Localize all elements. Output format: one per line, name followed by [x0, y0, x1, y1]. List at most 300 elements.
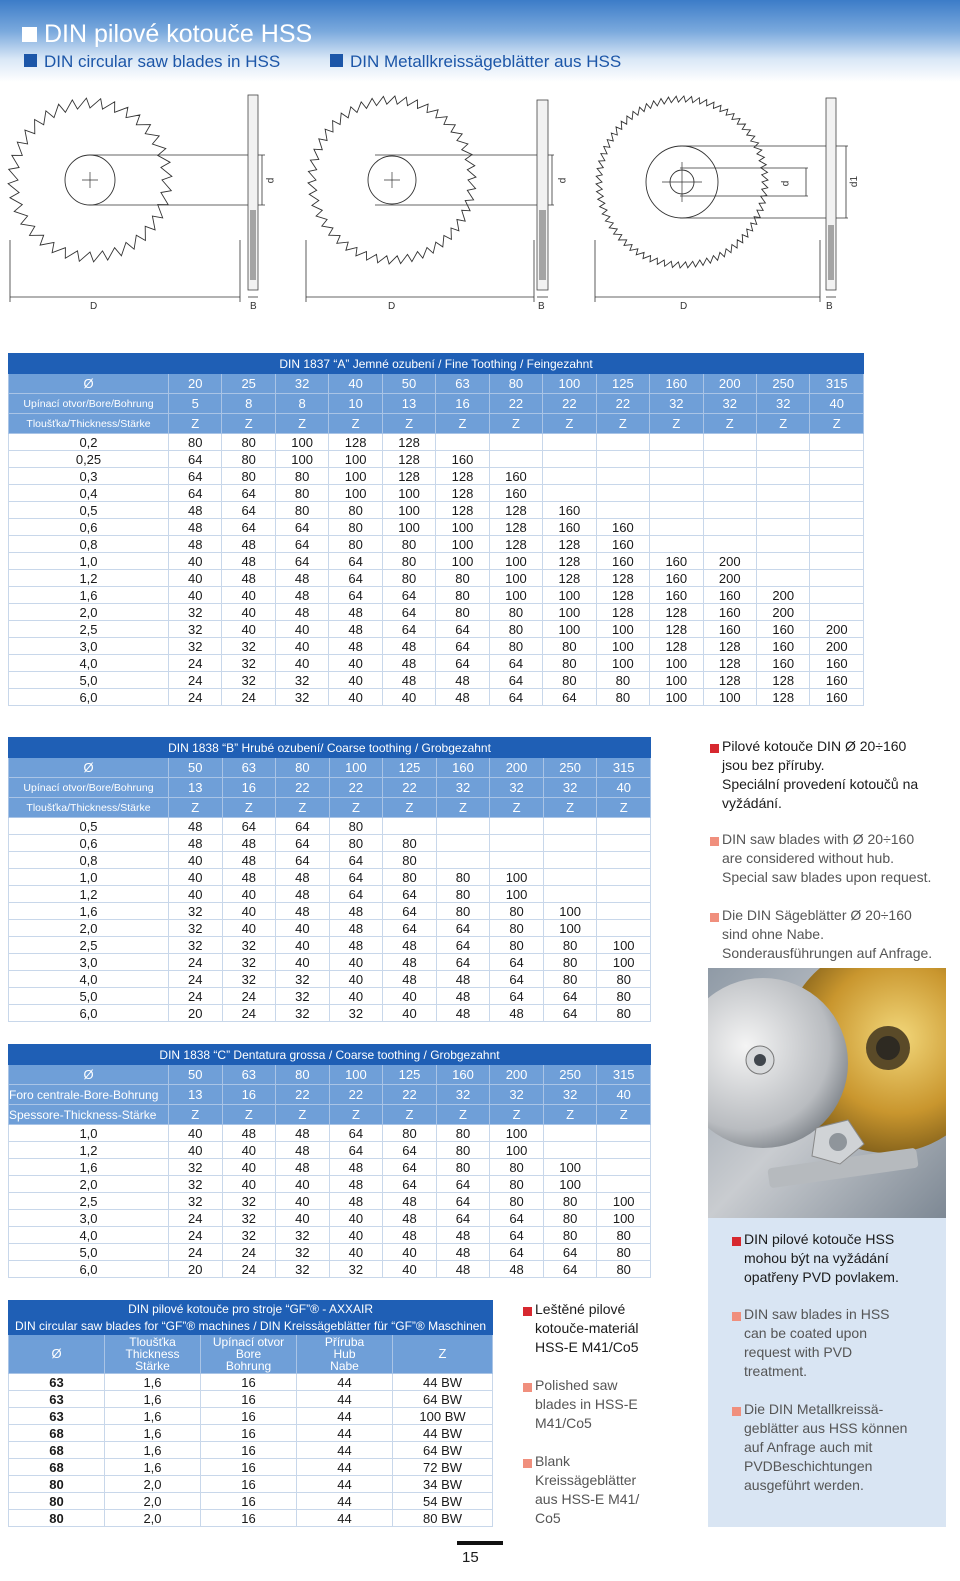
- thickness-cell: 2,0: [9, 920, 169, 937]
- teeth-cell: [597, 1176, 651, 1193]
- header-cell: 13: [169, 1085, 223, 1105]
- teeth-cell: 40: [222, 604, 275, 621]
- teeth-cell: [756, 502, 809, 519]
- teeth-cell: 160: [756, 638, 809, 655]
- teeth-cell: 48: [169, 818, 223, 835]
- teeth-cell: [597, 818, 651, 835]
- table-caption: DIN pilové kotouče pro stroje “GF”® - AXXAIR: [9, 1301, 493, 1317]
- teeth-cell: 80: [329, 519, 382, 536]
- thickness-cell: 6,0: [9, 1005, 169, 1022]
- teeth-cell: [810, 553, 864, 570]
- header-cell: 16: [222, 1085, 276, 1105]
- teeth-cell: 64: [329, 1125, 383, 1142]
- teeth-cell: [543, 485, 596, 502]
- column-header-z: Z: [393, 1335, 493, 1374]
- header-cell: 32: [650, 394, 703, 414]
- thickness-cell: 5,0: [9, 988, 169, 1005]
- teeth-cell: 64: [436, 1176, 490, 1193]
- teeth-cell: 100: [329, 451, 382, 468]
- thickness-cell: 0,8: [9, 536, 169, 553]
- teeth-cell: 24: [222, 988, 276, 1005]
- teeth-cell: 48: [383, 971, 437, 988]
- teeth-cell: 32: [222, 655, 275, 672]
- square-bullet-icon: [22, 27, 37, 42]
- teeth-cell: 64: [436, 638, 489, 655]
- header-cell: 40: [597, 778, 651, 798]
- teeth-cell: 40: [169, 852, 223, 869]
- teeth-cell: [703, 536, 756, 553]
- thickness-cell: 0,25: [9, 451, 169, 468]
- table-cell: 1,6: [105, 1374, 201, 1391]
- teeth-cell: 100: [490, 869, 544, 886]
- table-row: [9, 1159, 651, 1176]
- teeth-cell: [756, 434, 809, 451]
- teeth-cell: 40: [275, 655, 328, 672]
- header-cell: 22: [276, 1085, 330, 1105]
- teeth-cell: 48: [383, 1227, 437, 1244]
- teeth-cell: 20: [169, 1005, 223, 1022]
- header-cell: 50: [169, 758, 223, 778]
- teeth-cell: [543, 818, 597, 835]
- teeth-cell: 100: [597, 954, 651, 971]
- subtitle-en: DIN circular saw blades in HSS: [24, 52, 280, 72]
- teeth-cell: 48: [383, 1210, 437, 1227]
- square-bullet-icon: [24, 54, 37, 67]
- teeth-cell: 64: [222, 818, 276, 835]
- teeth-cell: 80: [329, 502, 382, 519]
- teeth-cell: [650, 485, 703, 502]
- header-cell: 13: [382, 394, 435, 414]
- teeth-cell: 32: [222, 638, 275, 655]
- teeth-cell: 48: [276, 1159, 330, 1176]
- table-cell: 44: [297, 1442, 393, 1459]
- header-cell: Z: [650, 414, 703, 434]
- teeth-cell: 80: [597, 1244, 651, 1261]
- teeth-cell: 160: [489, 468, 542, 485]
- teeth-cell: [810, 468, 864, 485]
- table-row: [9, 1227, 651, 1244]
- teeth-cell: 80: [596, 689, 649, 706]
- teeth-cell: [810, 519, 864, 536]
- table-cell: 44: [297, 1408, 393, 1425]
- teeth-cell: 128: [436, 485, 489, 502]
- teeth-cell: 24: [222, 689, 275, 706]
- table-row: [9, 886, 651, 903]
- thickness-cell: 4,0: [9, 655, 169, 672]
- note-hub-cz: Pilové kotouče DIN Ø 20÷160 jsou bez příruby. Speciální provedení kotoučů na vyžádání.: [722, 738, 919, 811]
- table-cell: 16: [201, 1493, 297, 1510]
- table-cell: 16: [201, 1391, 297, 1408]
- teeth-cell: 32: [222, 672, 275, 689]
- header-cell: Z: [596, 414, 649, 434]
- table-cell: 54 BW: [393, 1493, 493, 1510]
- teeth-cell: 64: [436, 621, 489, 638]
- table-row: [9, 1142, 651, 1159]
- header-cell: Z: [436, 798, 490, 818]
- teeth-cell: 40: [383, 1244, 437, 1261]
- subtitle-de: DIN Metallkreissägeblätter aus HSS: [330, 52, 621, 72]
- teeth-cell: 80: [329, 536, 382, 553]
- teeth-cell: 80: [543, 655, 596, 672]
- teeth-cell: 32: [275, 672, 328, 689]
- header-cell: 32: [490, 778, 544, 798]
- teeth-cell: 48: [222, 536, 275, 553]
- thickness-cell: 2,5: [9, 937, 169, 954]
- teeth-cell: 48: [275, 587, 328, 604]
- teeth-cell: [596, 468, 649, 485]
- teeth-cell: 64: [329, 886, 383, 903]
- table-row: [9, 502, 864, 519]
- teeth-cell: 48: [222, 570, 275, 587]
- teeth-cell: 32: [276, 971, 330, 988]
- teeth-cell: [597, 852, 651, 869]
- table-cell: 63: [9, 1408, 105, 1425]
- table-row: [9, 570, 864, 587]
- header-cell: 63: [436, 374, 489, 394]
- row-label: Upínací otvor/Bore/Bohrung: [9, 778, 169, 798]
- teeth-cell: 24: [169, 954, 223, 971]
- teeth-cell: 40: [329, 971, 383, 988]
- teeth-cell: 64: [490, 971, 544, 988]
- table-row: [9, 1476, 493, 1493]
- teeth-cell: 64: [489, 655, 542, 672]
- header-cell: 22: [383, 1085, 437, 1105]
- row-label: Ø: [9, 374, 169, 394]
- header-cell: 250: [756, 374, 809, 394]
- teeth-cell: 64: [382, 621, 435, 638]
- teeth-cell: 100: [543, 604, 596, 621]
- teeth-cell: 100: [597, 1210, 651, 1227]
- table-din-1837-a: [8, 353, 864, 706]
- table-cell: 44: [297, 1391, 393, 1408]
- table-cell: 34 BW: [393, 1476, 493, 1493]
- header-cell: 160: [436, 758, 490, 778]
- teeth-cell: 100: [436, 553, 489, 570]
- teeth-cell: 40: [222, 920, 276, 937]
- teeth-cell: [597, 920, 651, 937]
- teeth-cell: 40: [169, 1142, 223, 1159]
- table-cell: 68: [9, 1442, 105, 1459]
- table-cell: 63: [9, 1391, 105, 1408]
- header-cell: Z: [543, 1105, 597, 1125]
- table-cell: 16: [201, 1476, 297, 1493]
- teeth-cell: 20: [169, 1261, 223, 1278]
- teeth-cell: 32: [169, 920, 223, 937]
- teeth-cell: 48: [436, 1244, 490, 1261]
- table-cell: 44 BW: [393, 1374, 493, 1391]
- thickness-cell: 0,3: [9, 468, 169, 485]
- teeth-cell: 128: [756, 672, 809, 689]
- teeth-cell: 40: [276, 1176, 330, 1193]
- dim-label: d: [557, 177, 569, 184]
- teeth-cell: 80: [436, 604, 489, 621]
- table-row: [9, 1244, 651, 1261]
- header-cell: 100: [329, 758, 383, 778]
- teeth-cell: [703, 451, 756, 468]
- dim-label: D: [388, 301, 396, 312]
- table-row: [9, 1210, 651, 1227]
- header-cell: 32: [275, 374, 328, 394]
- teeth-cell: 64: [490, 1244, 544, 1261]
- teeth-cell: 64: [276, 835, 330, 852]
- teeth-cell: 32: [222, 937, 276, 954]
- teeth-cell: 100: [596, 621, 649, 638]
- teeth-cell: 80: [543, 971, 597, 988]
- teeth-cell: 40: [222, 1176, 276, 1193]
- header-cell: Z: [276, 798, 330, 818]
- teeth-cell: 40: [275, 621, 328, 638]
- teeth-cell: 100: [650, 672, 703, 689]
- teeth-cell: [436, 852, 490, 869]
- note-pvd-de: Die DIN Metallkreissä- geblätter aus HSS können auf Anfrage auch mit PVDBeschichtungen ausgeführt werden.: [744, 1401, 908, 1493]
- teeth-cell: 32: [276, 1227, 330, 1244]
- teeth-cell: 48: [276, 903, 330, 920]
- table-row: [9, 1459, 493, 1476]
- teeth-cell: 160: [596, 519, 649, 536]
- teeth-cell: 40: [222, 587, 275, 604]
- header-cell: Z: [703, 414, 756, 434]
- teeth-cell: [543, 468, 596, 485]
- thickness-cell: 4,0: [9, 971, 169, 988]
- teeth-cell: [756, 536, 809, 553]
- teeth-cell: 48: [382, 672, 435, 689]
- teeth-cell: 40: [329, 954, 383, 971]
- teeth-cell: 64: [383, 1176, 437, 1193]
- teeth-cell: [756, 519, 809, 536]
- header-cell: 10: [329, 394, 382, 414]
- teeth-cell: [756, 570, 809, 587]
- header-cell: 100: [329, 1065, 383, 1085]
- teeth-cell: 200: [703, 553, 756, 570]
- teeth-cell: 40: [382, 689, 435, 706]
- teeth-cell: 40: [222, 1159, 276, 1176]
- table-cell: 63: [9, 1374, 105, 1391]
- teeth-cell: 80: [597, 971, 651, 988]
- teeth-cell: 40: [276, 920, 330, 937]
- teeth-cell: [543, 869, 597, 886]
- column-header-hub: Příruba Hub Nabe: [297, 1335, 393, 1374]
- teeth-cell: 80: [383, 852, 437, 869]
- teeth-cell: 40: [276, 1193, 330, 1210]
- teeth-cell: 64: [490, 988, 544, 1005]
- teeth-cell: 160: [756, 621, 809, 638]
- table-row: [9, 988, 651, 1005]
- teeth-cell: 128: [703, 672, 756, 689]
- header-cell: Z: [222, 414, 275, 434]
- teeth-cell: [650, 519, 703, 536]
- table-caption: DIN 1838 “C” Dentatura grossa / Coarse toothing / Grobgezahnt: [9, 1045, 651, 1065]
- teeth-cell: 40: [329, 689, 382, 706]
- table-cell: 68: [9, 1425, 105, 1442]
- table-row: [9, 468, 864, 485]
- note-pvd-cz: DIN pilové kotouče HSS mohou být na vyžádání opatřeny PVD povlakem.: [744, 1231, 899, 1285]
- teeth-cell: 40: [222, 886, 276, 903]
- header-cell: Z: [222, 1105, 276, 1125]
- teeth-cell: 32: [222, 1227, 276, 1244]
- teeth-cell: 128: [489, 502, 542, 519]
- teeth-cell: 32: [275, 689, 328, 706]
- teeth-cell: 64: [169, 451, 222, 468]
- header-cell: 22: [543, 394, 596, 414]
- teeth-cell: 40: [329, 988, 383, 1005]
- teeth-cell: [756, 468, 809, 485]
- teeth-cell: 160: [703, 621, 756, 638]
- header-cell: Z: [436, 1105, 490, 1125]
- note-hub-de: Die DIN Sägeblätter Ø 20÷160 sind ohne Nabe. Sonderausführungen auf Anfrage.: [722, 907, 933, 961]
- teeth-cell: 128: [596, 587, 649, 604]
- teeth-cell: [703, 485, 756, 502]
- thickness-cell: 6,0: [9, 1261, 169, 1278]
- teeth-cell: 64: [436, 1210, 490, 1227]
- teeth-cell: 64: [543, 988, 597, 1005]
- dim-label: d: [265, 177, 277, 184]
- table-row: [9, 1193, 651, 1210]
- header-cell: Z: [543, 414, 596, 434]
- teeth-cell: 100: [543, 1176, 597, 1193]
- teeth-cell: 128: [543, 553, 596, 570]
- teeth-cell: 128: [703, 638, 756, 655]
- teeth-cell: 80: [382, 570, 435, 587]
- teeth-cell: [810, 502, 864, 519]
- teeth-cell: 48: [222, 869, 276, 886]
- teeth-cell: 200: [756, 604, 809, 621]
- header-cell: Z: [436, 414, 489, 434]
- teeth-cell: 100: [650, 689, 703, 706]
- teeth-cell: 64: [275, 553, 328, 570]
- header-cell: 22: [596, 394, 649, 414]
- row-diameter: [9, 1065, 651, 1085]
- header-cell: 16: [222, 778, 276, 798]
- header-cell: 50: [382, 374, 435, 394]
- table-row: [9, 903, 651, 920]
- teeth-cell: 100: [382, 502, 435, 519]
- table-cell: 2,0: [105, 1493, 201, 1510]
- table-cell: 64 BW: [393, 1391, 493, 1408]
- teeth-cell: 64: [543, 689, 596, 706]
- row-label: Foro centrale-Bore-Bohrung: [9, 1085, 169, 1105]
- thickness-cell: 0,6: [9, 519, 169, 536]
- teeth-cell: [383, 818, 437, 835]
- table-row: [9, 536, 864, 553]
- header-cell: 32: [703, 394, 756, 414]
- teeth-cell: 48: [382, 655, 435, 672]
- teeth-cell: 64: [276, 818, 330, 835]
- table-row: [9, 1442, 493, 1459]
- teeth-cell: [756, 553, 809, 570]
- teeth-cell: 160: [543, 502, 596, 519]
- table-row: [9, 852, 651, 869]
- thickness-cell: 3,0: [9, 638, 169, 655]
- table-row: [9, 434, 864, 451]
- thickness-cell: 2,0: [9, 1176, 169, 1193]
- table-row: [9, 1374, 493, 1391]
- teeth-cell: [650, 451, 703, 468]
- thickness-cell: 0,8: [9, 852, 169, 869]
- header-cell: 50: [169, 1065, 223, 1085]
- teeth-cell: 32: [276, 1261, 330, 1278]
- teeth-cell: 160: [489, 485, 542, 502]
- header-cell: 32: [543, 778, 597, 798]
- column-header-bore: Upínací otvor Bore Bohrung: [201, 1335, 297, 1374]
- teeth-cell: 128: [650, 604, 703, 621]
- teeth-cell: 128: [382, 434, 435, 451]
- teeth-cell: [490, 852, 544, 869]
- teeth-cell: 48: [329, 1193, 383, 1210]
- table-cell: 16: [201, 1374, 297, 1391]
- teeth-cell: 80: [543, 1227, 597, 1244]
- teeth-cell: 80: [436, 886, 490, 903]
- note-hub-en: DIN saw blades with Ø 20÷160 are considered without hub. Special saw blades upon request.: [722, 831, 932, 885]
- table-cell: 1,6: [105, 1425, 201, 1442]
- header-cell: Z: [329, 414, 382, 434]
- teeth-cell: 80: [596, 672, 649, 689]
- teeth-cell: [596, 434, 649, 451]
- page-number-rule: [457, 1541, 503, 1545]
- table-cell: 2,0: [105, 1510, 201, 1527]
- header-cell: Z: [810, 414, 864, 434]
- teeth-cell: 48: [436, 689, 489, 706]
- teeth-cell: 24: [169, 1227, 223, 1244]
- teeth-cell: [703, 468, 756, 485]
- teeth-cell: 80: [382, 553, 435, 570]
- teeth-cell: 40: [329, 655, 382, 672]
- teeth-cell: 64: [490, 1227, 544, 1244]
- table-row: [9, 1261, 651, 1278]
- teeth-cell: [810, 570, 864, 587]
- row-diameter: [9, 758, 651, 778]
- teeth-cell: [650, 434, 703, 451]
- teeth-cell: 48: [329, 1176, 383, 1193]
- teeth-cell: 160: [596, 553, 649, 570]
- table-row: [9, 869, 651, 886]
- teeth-cell: 24: [169, 988, 223, 1005]
- teeth-cell: [597, 903, 651, 920]
- thickness-cell: 1,6: [9, 587, 169, 604]
- dim-label: D: [90, 301, 98, 312]
- table-cell: 44: [297, 1493, 393, 1510]
- header-cell: 315: [810, 374, 864, 394]
- header-cell: 200: [490, 1065, 544, 1085]
- teeth-cell: 128: [596, 604, 649, 621]
- teeth-cell: 48: [222, 553, 275, 570]
- header-cell: 22: [489, 394, 542, 414]
- teeth-cell: 80: [543, 937, 597, 954]
- table-cell: 64 BW: [393, 1442, 493, 1459]
- teeth-cell: 24: [169, 689, 222, 706]
- thickness-cell: 5,0: [9, 672, 169, 689]
- teeth-cell: 24: [169, 971, 223, 988]
- teeth-cell: 64: [543, 1261, 597, 1278]
- teeth-cell: 64: [383, 1159, 437, 1176]
- teeth-cell: 40: [222, 903, 276, 920]
- teeth-cell: 160: [756, 655, 809, 672]
- header-cell: 22: [276, 778, 330, 798]
- teeth-cell: 80: [597, 1227, 651, 1244]
- thickness-cell: 1,0: [9, 553, 169, 570]
- table-gf-axxair: [8, 1300, 493, 1527]
- table-row: [9, 1125, 651, 1142]
- teeth-cell: 80: [383, 1125, 437, 1142]
- saw-blade-drawings: [0, 82, 960, 320]
- thickness-cell: 2,0: [9, 604, 169, 621]
- header-cell: 40: [597, 1085, 651, 1105]
- teeth-cell: 24: [222, 1261, 276, 1278]
- table-row: [9, 1408, 493, 1425]
- row-z: [9, 798, 651, 818]
- teeth-cell: 48: [382, 638, 435, 655]
- teeth-cell: [543, 835, 597, 852]
- table-row: [9, 621, 864, 638]
